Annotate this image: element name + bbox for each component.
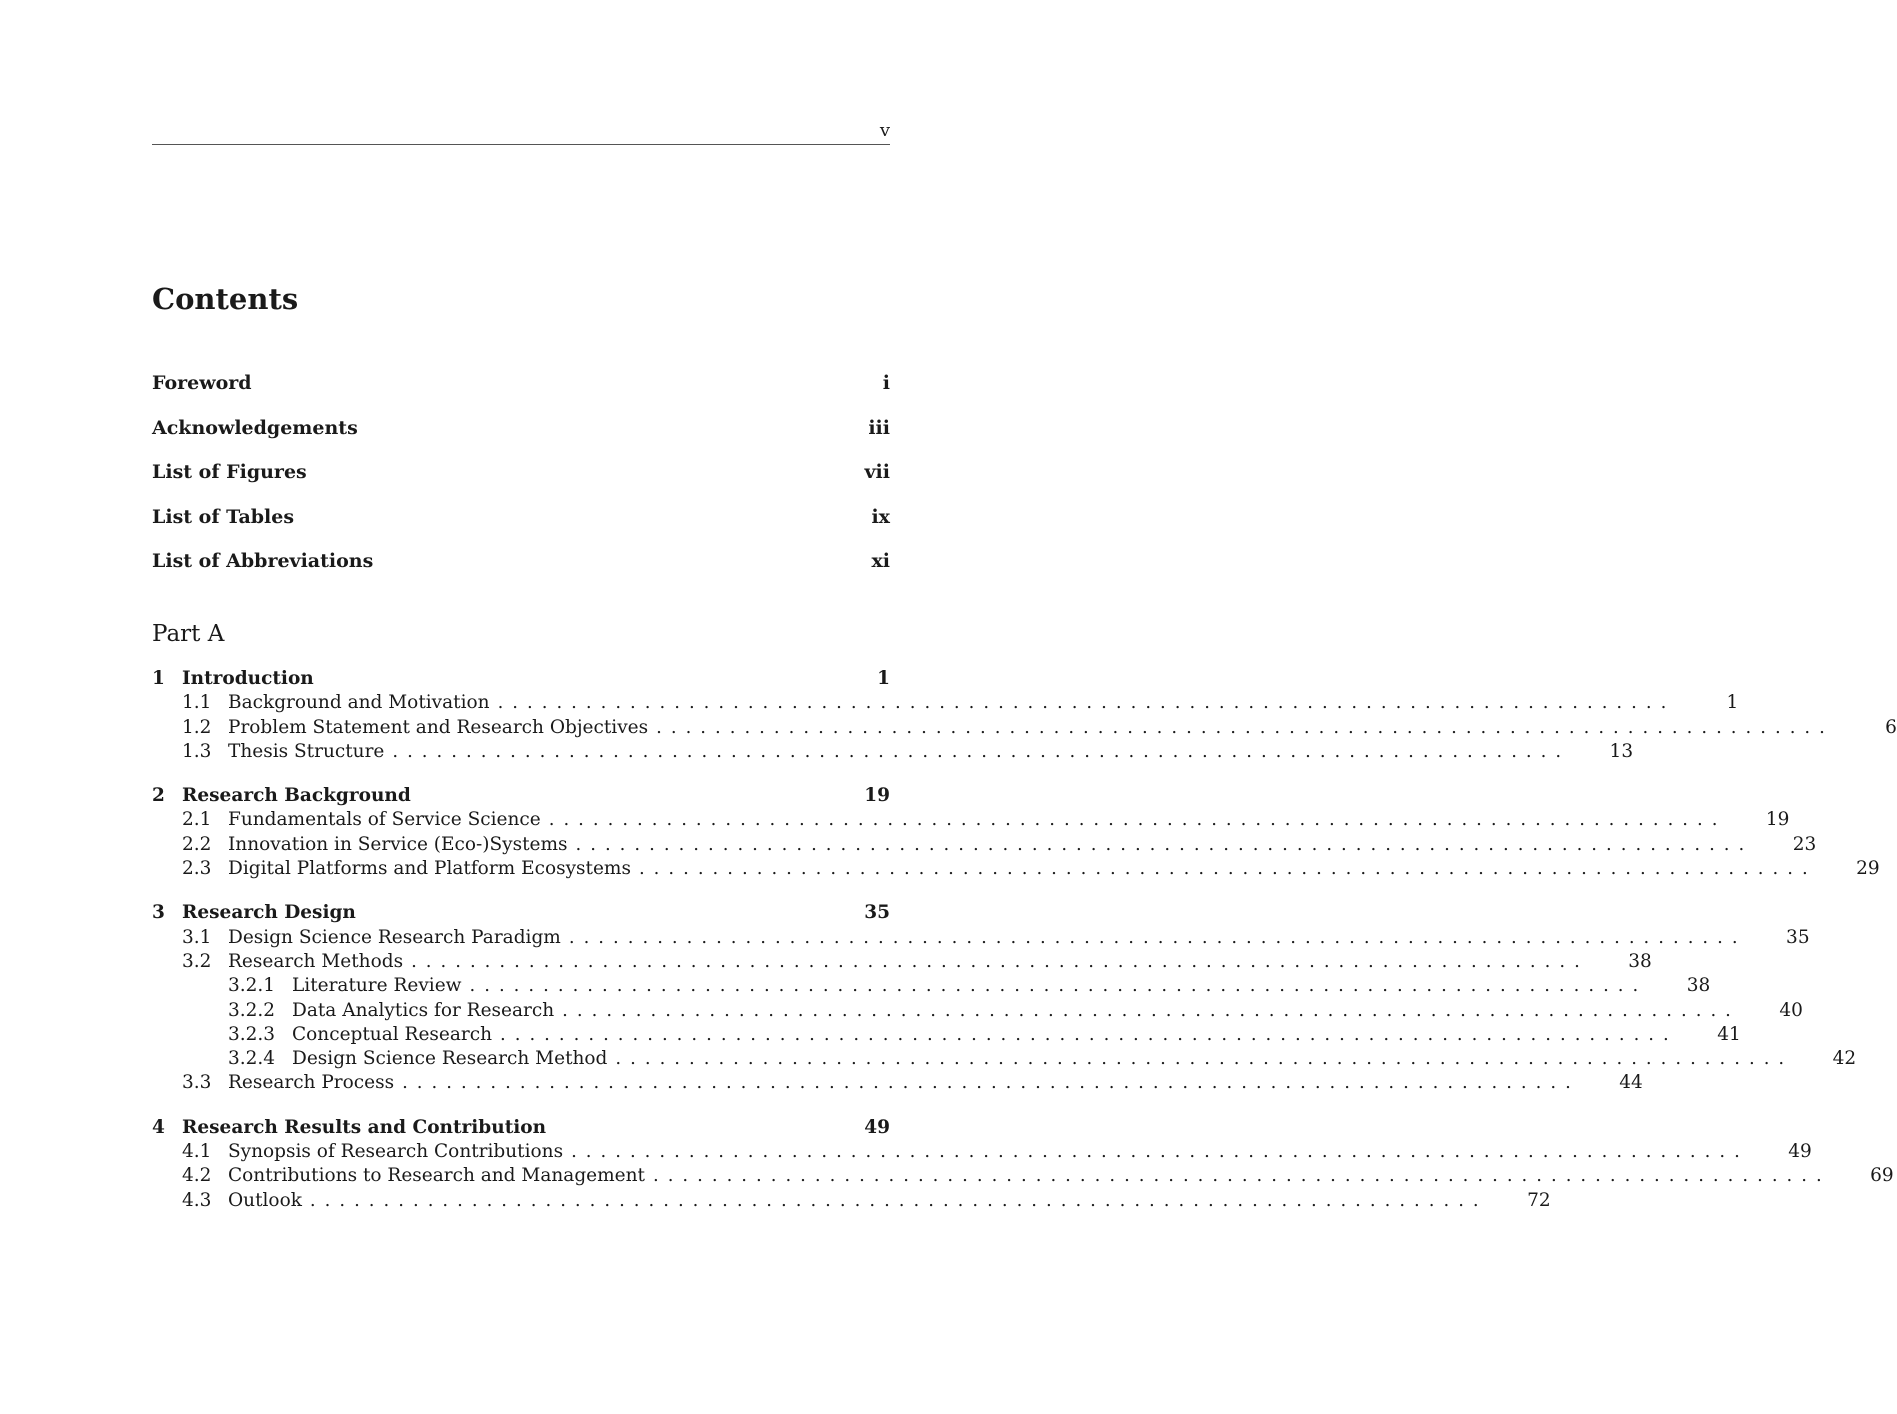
section-number: 2.1 [182,809,212,831]
dot-leader: . . . . . . . . . . . . . . . . . . . . . . . . . . . . . . . . . . . . . . . . . . . . . . . . . . . . . . . . . . . . . . . . . . . . . . . . . . . . . . . . [402,1072,1571,1094]
toc-entry-page: i [882,372,890,394]
section-title: Problem Statement and Research Objectives [228,716,649,738]
section-number: 1.1 [182,692,212,714]
dot-leader: . . . . . . . . . . . . . . . . . . . . . . . . . . . . . . . . . . . . . . . . . . . . . . . . . . . . . . . . . . . . . . . . . . . . . . . . . . . . . . . . [562,999,1731,1021]
section-title: Fundamentals of Service Science [228,809,541,831]
section-number: 3.1 [182,926,212,948]
section-title: Digital Platforms and Platform Ecosystems [228,858,631,880]
dot-leader: . . . . . . . . . . . . . . . . . . . . . . . . . . . . . . . . . . . . . . . . . . . . . . . . . . . . . . . . . . . . . . . . . . . . . . . . . . . . . . . . [469,975,1639,997]
toc-chapter-entry[interactable] [152,901,890,925]
dot-leader: . . . . . . . . . . . . . . . . . . . . . . . . . . . . . . . . . . . . . . . . . . . . . . . . . . . . . . . . . . . . . . . . . . . . . . . . . . . . . . . . [571,1141,1740,1163]
section-number: 4.2 [182,1165,212,1187]
chapter-title: Research Results and Contribution [182,1116,547,1138]
toc-entry-label: Acknowledgements [152,416,358,439]
toc-subsection-entry[interactable] [152,1047,1857,1071]
toc-subsection-entry[interactable] [152,1023,1741,1047]
section-page: 44 [1619,1072,1643,1094]
section-number: 1.2 [182,716,212,738]
section-title: Research Methods [228,950,404,972]
section-page: 13 [1609,740,1634,762]
toc-section-entry[interactable] [152,691,1739,715]
toc-subsection-entry[interactable] [152,999,1803,1023]
section-title: Research Process [228,1072,395,1094]
toc-section-entry[interactable] [152,808,1790,832]
toc-section-entry[interactable] [152,926,1810,950]
chapter-3 [152,901,1857,1095]
section-number: 2.3 [182,858,212,880]
subsection-page: 42 [1832,1048,1857,1070]
section-title: Synopsis of Research Contributions [228,1141,564,1163]
page-number: v [879,120,890,141]
toc-chapter-entry[interactable] [152,784,890,808]
page-title: Contents [152,282,299,316]
section-title: Innovation in Service (Eco-)Systems [228,833,568,855]
section-page: 29 [1856,858,1880,880]
subsection-page: 40 [1779,999,1803,1021]
dot-leader: . . . . . . . . . . . . . . . . . . . . . . . . . . . . . . . . . . . . . . . . . . . . . . . . . . . . . . . . . . . . . . . . . . . . . . . . . . . . . . . . [392,740,1562,762]
toc-entry-label: List of Abbreviations [152,550,374,572]
section-page: 38 [1628,950,1652,972]
section-number: 3.3 [182,1072,212,1094]
document-page [152,0,1897,1414]
toc-section-entry[interactable] [152,950,1652,974]
header-rule [152,144,890,145]
toc-entry-page: iii [868,416,890,439]
chapter-number: 4 [152,1116,165,1138]
section-title: Contributions to Research and Management [228,1165,645,1187]
dot-leader: . . . . . . . . . . . . . . . . . . . . . . . . . . . . . . . . . . . . . . . . . . . . . . . . . . . . . . . . . . . . . . . . . . . . . . . . . . . . . . . . [309,1189,1479,1211]
chapter-title: Research Design [182,902,356,924]
dot-leader: . . . . . . . . . . . . . . . . . . . . . . . . . . . . . . . . . . . . . . . . . . . . . . . . . . . . . . . . . . . . . . . . . . . . . . . . . . . . . . . . [568,926,1738,948]
section-title: Background and Motivation [228,692,490,714]
toc-section-entry[interactable] [152,857,1880,881]
chapter-page: 19 [864,785,890,807]
toc-section-entry[interactable] [152,716,1897,740]
chapter-number: 2 [152,785,165,807]
section-page: 35 [1786,926,1810,948]
subsection-title: Literature Review [292,975,462,997]
dot-leader: . . . . . . . . . . . . . . . . . . . . . . . . . . . . . . . . . . . . . . . . . . . . . . . . . . . . . . . . . . . . . . . . . . . . . . . . . . . . . . . . [548,809,1718,831]
toc-entry-list-of-tables[interactable] [152,504,890,549]
chapter-page: 49 [864,1116,890,1138]
toc-section-entry[interactable] [152,1140,1812,1164]
section-page: 19 [1765,809,1790,831]
subsection-number: 3.2.3 [228,1023,276,1045]
toc-entry-page: vii [864,461,890,483]
chapter-1 [152,667,1897,764]
section-page: 69 [1870,1165,1894,1187]
section-title: Thesis Structure [228,740,385,762]
subsection-number: 3.2.2 [228,999,276,1021]
front-matter-list [152,370,890,593]
dot-leader: . . . . . . . . . . . . . . . . . . . . . . . . . . . . . . . . . . . . . . . . . . . . . . . . . . . . . . . . . . . . . . . . . . . . . . . . . . . . . . . . [656,716,1825,738]
section-number: 1.3 [182,740,212,762]
subsection-page: 41 [1717,1023,1741,1045]
toc-section-entry[interactable] [152,1189,1551,1213]
section-title: Outlook [228,1189,302,1211]
subsection-title: Conceptual Research [292,1023,493,1045]
dot-leader: . . . . . . . . . . . . . . . . . . . . . . . . . . . . . . . . . . . . . . . . . . . . . . . . . . . . . . . . . . . . . . . . . . . . . . . . . . . . . . . . [497,692,1667,714]
chapter-title: Introduction [182,668,314,689]
toc-entry-acknowledgements[interactable] [152,415,890,460]
toc-entry-page: ix [871,505,890,528]
toc-subsection-entry[interactable] [152,974,1711,998]
toc-entry-list-of-figures[interactable] [152,459,890,504]
section-number: 3.2 [182,950,212,972]
toc-section-entry[interactable] [152,740,1634,764]
dot-leader: . . . . . . . . . . . . . . . . . . . . . . . . . . . . . . . . . . . . . . . . . . . . . . . . . . . . . . . . . . . . . . . . . . . . . . . . . . . . . . . . [500,1023,1669,1045]
subsection-number: 3.2.4 [228,1048,276,1070]
part-heading: Part A [152,621,225,647]
chapter-4 [152,1116,1894,1213]
section-page: 72 [1527,1189,1551,1211]
toc-chapter-entry[interactable] [152,667,890,691]
subsection-title: Design Science Research Method [292,1048,608,1070]
toc-entry-page: xi [871,550,890,572]
section-page: 1 [1726,692,1739,714]
dot-leader: . . . . . . . . . . . . . . . . . . . . . . . . . . . . . . . . . . . . . . . . . . . . . . . . . . . . . . . . . . . . . . . . . . . . . . . . . . . . . . . . [638,858,1808,880]
toc-chapter-entry[interactable] [152,1116,890,1140]
dot-leader: . . . . . . . . . . . . . . . . . . . . . . . . . . . . . . . . . . . . . . . . . . . . . . . . . . . . . . . . . . . . . . . . . . . . . . . . . . . . . . . . [652,1165,1822,1187]
subsection-number: 3.2.1 [228,975,276,997]
toc-section-entry[interactable] [152,1164,1894,1188]
subsection-title: Data Analytics for Research [292,999,555,1021]
section-number: 4.3 [182,1189,212,1211]
section-page: 6 [1885,716,1897,738]
chapter-title: Research Background [182,785,411,807]
section-title: Design Science Research Paradigm [228,926,561,948]
section-page: 49 [1788,1141,1812,1163]
toc-section-entry[interactable] [152,833,1817,857]
toc-section-entry[interactable] [152,1071,1643,1095]
chapter-2 [152,784,1880,881]
chapter-number: 3 [152,902,165,924]
toc-entry-list-of-abbreviations[interactable] [152,548,890,593]
chapter-page: 35 [864,902,890,924]
toc-entry-label: List of Tables [152,505,295,528]
section-number: 2.2 [182,833,212,855]
subsection-page: 38 [1686,975,1711,997]
chapter-list [152,667,1897,1233]
toc-entry-label: List of Figures [152,461,307,483]
section-page: 23 [1792,833,1817,855]
dot-leader: . . . . . . . . . . . . . . . . . . . . . . . . . . . . . . . . . . . . . . . . . . . . . . . . . . . . . . . . . . . . . . . . . . . . . . . . . . . . . . . . [575,833,1745,855]
section-number: 4.1 [182,1141,212,1163]
chapter-number: 1 [152,668,165,689]
dot-leader: . . . . . . . . . . . . . . . . . . . . . . . . . . . . . . . . . . . . . . . . . . . . . . . . . . . . . . . . . . . . . . . . . . . . . . . . . . . . . . . . [615,1048,1785,1070]
toc-entry-foreword[interactable] [152,370,890,415]
dot-leader: . . . . . . . . . . . . . . . . . . . . . . . . . . . . . . . . . . . . . . . . . . . . . . . . . . . . . . . . . . . . . . . . . . . . . . . . . . . . . . . . [411,950,1580,972]
toc-entry-label: Foreword [152,372,252,394]
chapter-page: 1 [877,668,890,689]
